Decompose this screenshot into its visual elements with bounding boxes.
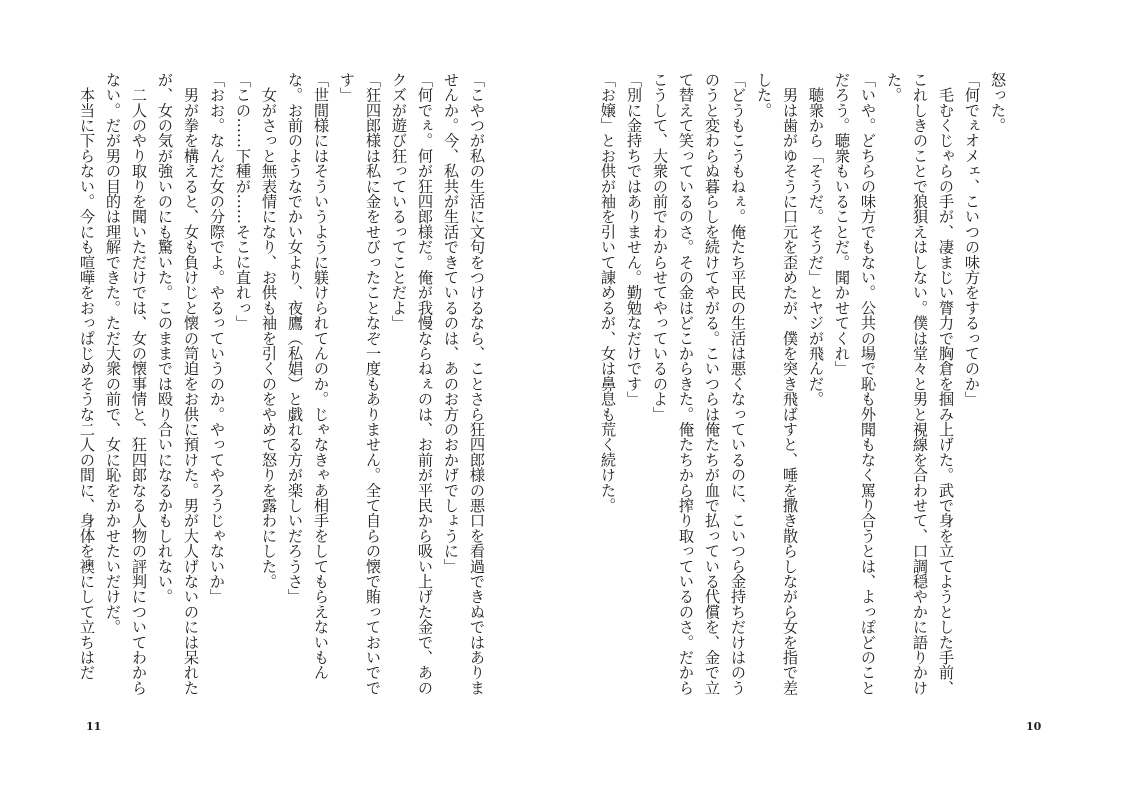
text-line: 二人のやり取りを聞いただけでは、女の懐事情と、狂四郎なる人物の評判についてわから bbox=[130, 72, 148, 696]
text-line: せんか。今、私共が生活できているのは、あのお方のおかげでしょうに」 bbox=[442, 72, 460, 574]
text-line: した。 bbox=[755, 72, 773, 118]
text-line: 「いや。どちらの味方でもない。公共の場で恥も外聞もなく罵り合うとは、よっぽどのこと bbox=[859, 72, 877, 696]
text-line: 「この……下種が……そこに直れっ」 bbox=[234, 72, 252, 331]
text-line: 男が拳を構えると、女も負けじと懐の笥迫をお供に預けた。男が大人げないのには呆れた bbox=[182, 72, 200, 696]
text-line: 「どうもこうもねぇ。俺たち平民の生活は悪くなっているのに、こいつら金持ちだけはのう bbox=[729, 72, 747, 696]
text-line: 怒った。 bbox=[989, 72, 1007, 133]
text-line: 「お嬢」とお供が袖を引いて諌めるが、女は鼻息も荒く続けた。 bbox=[599, 72, 617, 513]
text-line: 「狂四郎様は私に金をせびったことなぞ一度もありません。全て自らの懐で賄っておいでで bbox=[364, 72, 382, 696]
text-line: 「おお。なんだ女の分際でよ。やるっていうのか。やってやろうじゃないか」 bbox=[208, 72, 226, 604]
right-page-body bbox=[599, 72, 1011, 702]
page-number: 10 bbox=[1026, 720, 1042, 733]
text-line: た。 bbox=[885, 72, 903, 103]
text-line: 女がさっと無表情になり、お供も袖を引くのをやめて怒りを露わにした。 bbox=[260, 72, 278, 589]
text-line: 「何でぇオメェ、こいつの味方をするってのか」 bbox=[963, 72, 981, 407]
text-line: ない。だが男の目的は理解できた。ただ大衆の前で、女に恥をかかせたいだけだ。 bbox=[104, 72, 122, 635]
text-line: 聴衆から「そうだ。そうだ」とヤジが飛んだ。 bbox=[807, 72, 825, 407]
text-line: す」 bbox=[338, 72, 356, 103]
left-page-body bbox=[78, 72, 490, 702]
text-line: 毛むくじゃらの手が、凄まじい膂力で胸倉を掴み上げた。武で身を立てようとした手前、 bbox=[937, 72, 955, 696]
text-line: 本当に下らない。今にも喧嘩をおっぱじめそうな二人の間に、身体を襖にして立ちはだ bbox=[78, 72, 96, 680]
text-line: な。お前のようなでかい女より、夜鷹（私娼）と戯れる方が楽しいだろうさ」 bbox=[286, 72, 304, 604]
text-line: 「別に金持ちではありません。勤勉なだけです」 bbox=[625, 72, 643, 407]
text-line: 「何でぇ。何が狂四郎様だ。俺が我慢ならねぇのは、お前が平民から吸い上げた金で、あの bbox=[416, 72, 434, 696]
text-line: だろう。聴衆もいることだ。聞かせてくれ」 bbox=[833, 72, 851, 376]
text-line: のうと変わらぬ暮らしを続けてやがる。こいつらは俺たちが血で払っている代償を、金で立 bbox=[703, 72, 721, 696]
text-line: 男は歯がゆそうに口元を歪めたが、僕を突き飛ばすと、唾を撒き散らしながら女を指で差 bbox=[781, 72, 799, 696]
text-line: て替えて笑っているのさ。その金はどこからきた。俺たちから搾り取っているのさ。だから bbox=[677, 72, 695, 696]
text-line: 「こやつが私の生活に文句をつけるなら、ことさら狂四郎様の悪口を看過できぬではありま bbox=[468, 72, 486, 696]
text-line: こうして、大衆の前でわからせてやっているのよ」 bbox=[651, 72, 669, 422]
text-line: クズが遊び狂っているってことだよ」 bbox=[390, 72, 408, 331]
text-line: これしきのことで狼狽えはしない。僕は堂々と男と視線を合わせて、口調穏やかに語りかけ bbox=[911, 72, 929, 696]
right-page bbox=[566, 0, 1132, 810]
page-number: 11 bbox=[86, 720, 102, 733]
text-line: が、女の気が強いのにも驚いた。このままでは殴り合いになるかもしれない。 bbox=[156, 72, 174, 604]
text-line: 「世間様にはそういうように躾けられてんのか。じゃなきゃあ相手をしてもらえないもん bbox=[312, 72, 330, 680]
